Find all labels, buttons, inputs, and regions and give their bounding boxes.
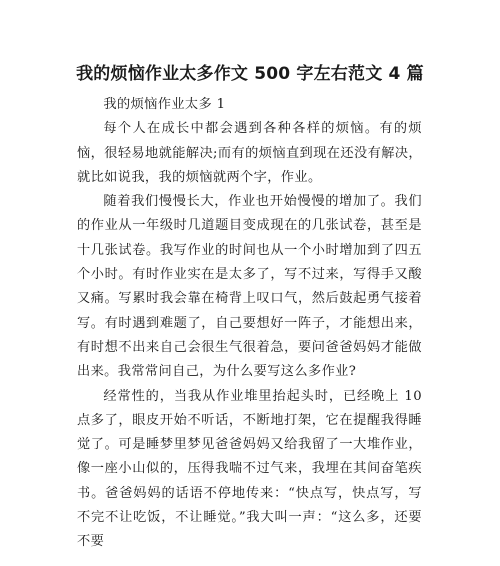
section-heading: 我的烦恼作业太多 1 — [103, 97, 226, 112]
document-title: 我的烦恼作业太多作文 500 字左右范文 4 篇 — [76, 64, 424, 84]
paragraph-3: 经常性的，当我从作业堆里抬起头时，已经晚上 10 点多了，眼皮开始不听话，不断地打架，它在提醒我得睡觉了。可是睡梦里梦见爸爸妈妈又给我留了一大堆作业，像一座小山似的，压得我喘不过气来，我埋在其间奋笔疾书。爸爸妈妈的话语不停地传来：“快点写，快点写，写不完不让吃饭，不让睡觉。”我大叫一声：“这么多，还要不要 — [77, 388, 422, 550]
document-body — [77, 93, 422, 555]
paragraph-1: 每个人在成长中都会遇到各种各样的烦恼。有的烦恼，很轻易地就能解决;而有的烦恼直到现在还没有解决，就比如说我，我的烦恼就两个字，作业。 — [77, 121, 422, 185]
paragraph-2: 随着我们慢慢长大，作业也开始慢慢的增加了。我们的作业从一年级时几道题目变成现在的几张试卷，甚至是十几张试卷。我写作业的时间也从一个小时增加到了四五个小时。有时作业实在是太多了，写不过来，写得手又酸又痛。写累时我会靠在椅背上叹口气，然后鼓起勇气接着写。有时遇到难题了，自己要想好一阵子，才能想出来，有时想不出来自己会很生气很着急，要问爸爸妈妈才能做出来。我常常问自己，为什么要写这么多作业? — [77, 194, 422, 380]
